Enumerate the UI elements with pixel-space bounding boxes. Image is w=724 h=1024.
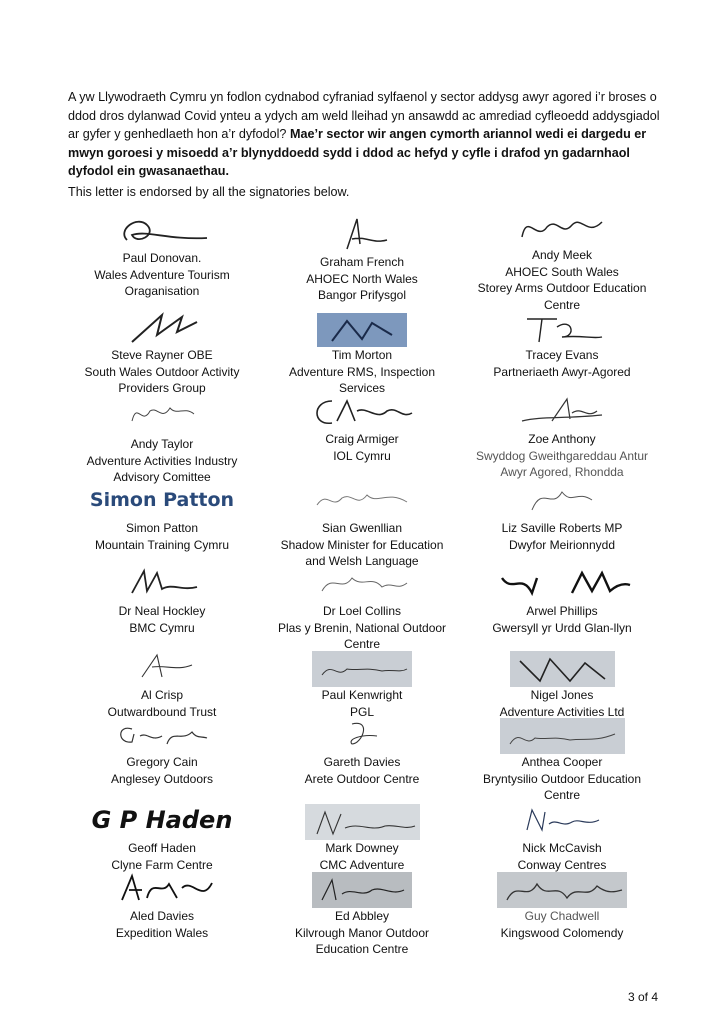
signatory-name: Gregory Cain (126, 755, 198, 769)
signatory-block (262, 563, 462, 653)
signature-image (62, 800, 262, 840)
signatory-name: Andy Meek (531, 248, 593, 262)
signatory-organisation: Oraganisation (124, 284, 200, 298)
signatory-name: Anthea Cooper (521, 755, 603, 769)
signatory-organisation: Storey Arms Outdoor Education (477, 281, 647, 295)
typed-signature: Simon Patton (89, 489, 235, 511)
signatory-organisation: AHOEC South Wales (505, 264, 619, 279)
signatory-organisation: IOL Cymru (333, 448, 391, 463)
signatory-block (262, 868, 462, 958)
signatory-block (262, 480, 462, 570)
signatory-name: Paul Donovan. (122, 251, 202, 265)
signatory-name: Mark Downey (325, 841, 399, 855)
signature-image (262, 868, 462, 908)
signatory-organisation: Providers Group (118, 381, 206, 395)
signatory-block (62, 563, 262, 636)
signature-image (462, 207, 662, 247)
signatory-name: Andy Taylor (130, 437, 194, 451)
signatory-organisation: Shadow Minister for Education (280, 537, 444, 552)
signature-image (462, 714, 662, 754)
signatory-organisation: Plas y Brenin, National Outdoor (277, 620, 447, 635)
signature-image (262, 800, 462, 840)
signatory-name: Gareth Davies (323, 755, 401, 769)
signatory-block (462, 307, 662, 380)
signatory-organisation: Wales Adventure Tourism (94, 267, 230, 282)
signatory-organisation: South Wales Outdoor Activity (84, 364, 240, 379)
signature-image (262, 214, 462, 254)
signatory-block (462, 647, 662, 720)
signatory-name: Nigel Jones (530, 688, 594, 702)
signatory-block (62, 800, 262, 873)
signatory-name: Zoe Anthony (528, 432, 596, 446)
signature-image (62, 480, 262, 520)
signatory-organisation: Bryntysilio Outdoor Education (482, 771, 642, 786)
signatory-organisation: Dwyfor Meirionnydd (508, 537, 616, 552)
signature-image (462, 868, 662, 908)
page-number: 3 of 4 (627, 990, 658, 1004)
signatory-organisation: Conway Centres (517, 857, 607, 872)
signatory-organisation: PGL (349, 704, 374, 719)
signatory-organisation: Adventure Activities Industry (86, 453, 238, 468)
signatory-block (62, 396, 262, 486)
signatory-name: Nick McCavish (522, 841, 602, 855)
signatory-name: Graham French (319, 255, 405, 269)
signatory-organisation: Advisory Comittee (113, 470, 211, 484)
paragraph-bold-text: Mae’r sector wir angen cymorth ariannol wedi ei dargedu er mwyn goroesi y misoedd a’r blynyddoedd sydd i ddod ac hefyd y cyfle i drafod yn gadarnhaol dyfodol ein gwasanaethau. (68, 127, 647, 179)
signature-image (462, 480, 662, 520)
signatory-block (62, 714, 262, 787)
signatory-block (462, 800, 662, 873)
signatory-organisation: Centre (543, 788, 581, 802)
signatory-name: Steve Rayner OBE (111, 348, 213, 362)
signatory-organisation: Adventure Activities Ltd (499, 704, 625, 719)
signatory-organisation: Arete Outdoor Centre (304, 771, 420, 786)
signatory-name: Dr Loel Collins (322, 604, 402, 618)
signatory-organisation: Centre (543, 297, 581, 312)
signatory-organisation: Kilvrough Manor Outdoor (294, 925, 430, 940)
signatory-organisation: Expedition Wales (115, 925, 209, 940)
signatory-organisation: and Welsh Language (305, 554, 419, 568)
signatory-block (62, 307, 262, 397)
signatory-organisation: Kingswood Colomendy (500, 925, 624, 940)
signatory-organisation: Bangor Prifysgol (317, 288, 407, 302)
signature-image (62, 396, 262, 436)
signature-image (462, 647, 662, 687)
signatory-block (62, 647, 262, 720)
signatory-block (262, 800, 462, 873)
signature-image (62, 647, 262, 687)
signatory-block (262, 307, 462, 397)
signatory-block (262, 391, 462, 464)
signatory-block (262, 647, 462, 720)
signatory-block (462, 391, 662, 481)
signatory-organisation: AHOEC North Wales (306, 271, 418, 286)
signature-image (62, 307, 262, 347)
signatory-organisation: Awyr Agored, Rhondda (500, 465, 624, 479)
signatory-name: Sian Gwenllian (321, 521, 403, 535)
signatory-organisation: Centre (343, 637, 381, 651)
signatory-block (462, 480, 662, 553)
signatory-name: Ed Abbley (334, 909, 390, 923)
signature-image (462, 800, 662, 840)
signatory-organisation: BMC Cymru (129, 620, 195, 635)
signatory-block (462, 868, 662, 941)
signature-image (62, 563, 262, 603)
signatory-name: Paul Kenwright (321, 688, 403, 702)
signatory-block (462, 207, 662, 313)
signatory-name: Craig Armiger (325, 432, 399, 446)
typed-signature: G P Haden (91, 806, 233, 834)
signatory-name: Aled Davies (129, 909, 195, 923)
body-paragraph (68, 88, 668, 181)
signature-image (462, 563, 662, 603)
signature-image (262, 563, 462, 603)
signatory-block (62, 480, 262, 553)
signature-image (462, 391, 662, 431)
signatory-organisation: Gwersyll yr Urdd Glan-llyn (492, 620, 632, 635)
signatory-organisation: Mountain Training Cymru (94, 537, 230, 552)
signatory-block (62, 210, 262, 300)
signature-image (62, 210, 262, 250)
signature-image (62, 868, 262, 908)
signature-image (262, 480, 462, 520)
signatory-organisation: Adventure RMS, Inspection (288, 364, 436, 379)
signatory-block (462, 714, 662, 804)
signatory-name: Simon Patton (125, 521, 199, 535)
signatory-organisation: Education Centre (315, 942, 409, 956)
signature-image (262, 307, 462, 347)
signatory-organisation: Services (338, 381, 385, 395)
signature-image (262, 391, 462, 431)
signatory-name: Al Crisp (140, 688, 183, 702)
signatory-organisation: Clyne Farm Centre (111, 857, 213, 872)
signatory-block (462, 563, 662, 636)
signatory-organisation: CMC Adventure (319, 857, 405, 872)
signatory-organisation: Partneriaeth Awyr-Agored (493, 364, 631, 379)
signatory-block (262, 714, 462, 787)
signatory-organisation: Anglesey Outdoors (110, 771, 214, 786)
signature-image (262, 647, 462, 687)
signatory-name: Geoff Haden (128, 841, 196, 855)
paragraph-normal-text: A yw Llywodraeth Cymru yn fodlon cydnabod cyfraniad sylfaenol y sector addysg awyr agored i’r broses o ddod dros dylanwad Covid ynteu a ydych am weld lleihad yn ansawdd ac amrediad cyfleoedd addysgiadol ar gyfer y genhedlaeth hon a’r dyfodol? (68, 90, 660, 142)
signatory-name: Liz Saville Roberts MP (501, 521, 623, 535)
signature-image (262, 714, 462, 754)
signature-image (62, 714, 262, 754)
signatory-name: Tracey Evans (525, 348, 599, 362)
endorsement-line: This letter is endorsed by all the signatories below. (68, 185, 350, 199)
signatory-organisation: Swyddog Gweithgareddau Antur (475, 448, 649, 463)
signatory-name: Arwel Phillips (526, 604, 598, 618)
signatory-name: Dr Neal Hockley (118, 604, 206, 618)
signatory-name: Tim Morton (331, 348, 393, 362)
signatory-block (62, 868, 262, 941)
signatory-name: Guy Chadwell (524, 909, 600, 923)
signatory-organisation: Outwardbound Trust (107, 704, 217, 719)
signature-image (462, 307, 662, 347)
signatory-block (262, 214, 462, 304)
